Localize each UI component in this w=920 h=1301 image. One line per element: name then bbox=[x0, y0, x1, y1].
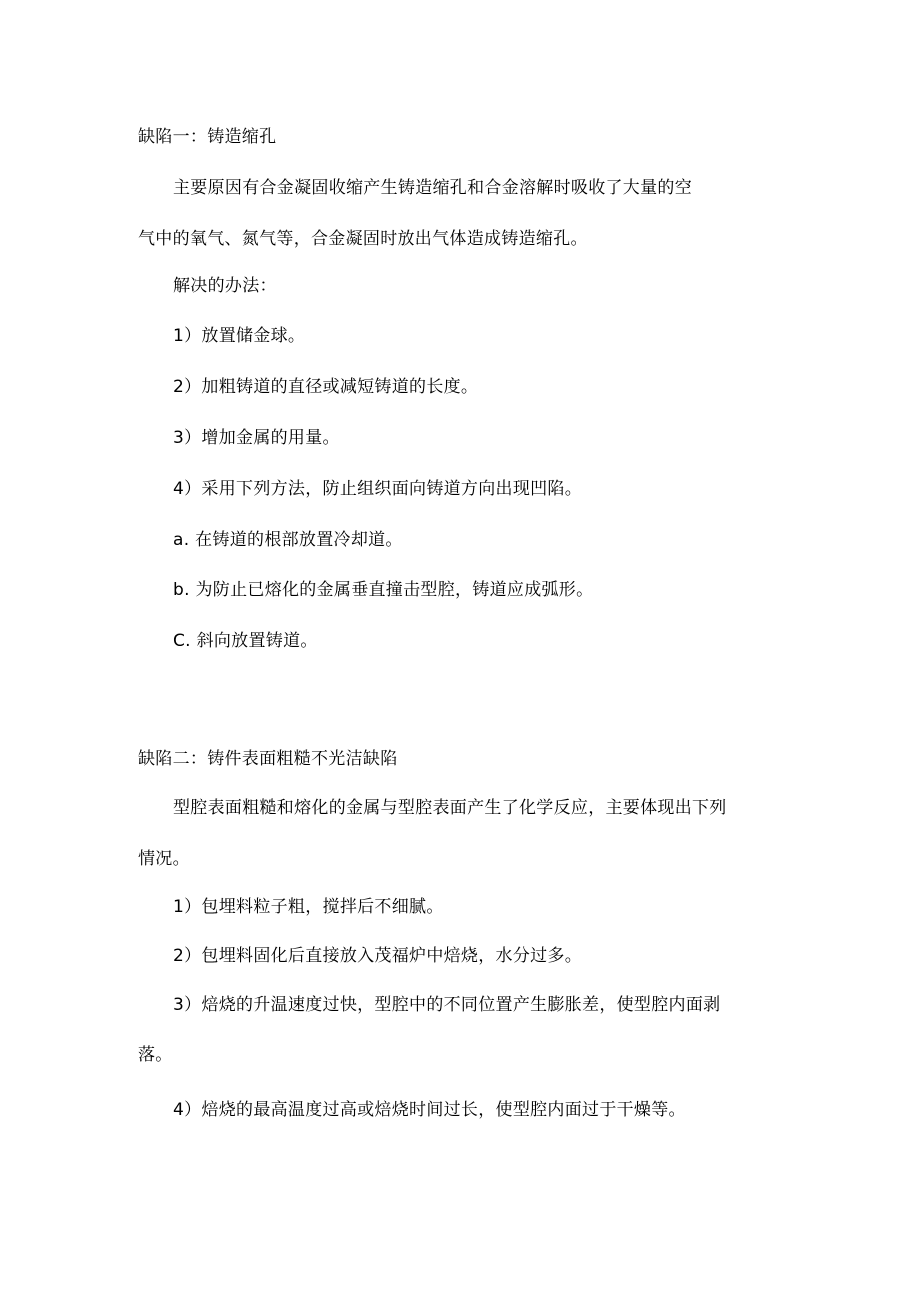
section1-cause-line2: 气中的氧气、氮气等，合金凝固时放出气体造成铸造缩孔。 bbox=[138, 229, 588, 249]
section1-cause-line1: 主要原因有合金凝固收缩产生铸造缩孔和合金溶解时吸收了大量的空 bbox=[173, 178, 692, 198]
section1-item-3: 3）增加金属的用量。 bbox=[173, 428, 340, 448]
section2-item-1: 1）包埋料粒子粗，搅拌后不细腻。 bbox=[173, 897, 444, 917]
section1-subitem-a: a. 在铸道的根部放置冷却道。 bbox=[173, 530, 403, 550]
section2-item-3: 3）焙烧的升温速度过快，型腔中的不同位置产生膨胀差，使型腔内面剥 bbox=[173, 995, 721, 1015]
section2-cause-line2: 情况。 bbox=[138, 849, 190, 869]
section2-item-4: 4）焙烧的最高温度过高或焙烧时间过长，使型腔内面过于干燥等。 bbox=[173, 1100, 686, 1120]
section1-subitem-b: b. 为防止已熔化的金属垂直撞击型腔，铸道应成弧形。 bbox=[173, 580, 594, 600]
section2-heading: 缺陷二：铸件表面粗糙不光洁缺陷 bbox=[138, 749, 398, 769]
section1-item-2: 2）加粗铸道的直径或减短铸道的长度。 bbox=[173, 377, 479, 397]
section1-item-4: 4）采用下列方法，防止组织面向铸道方向出现凹陷。 bbox=[173, 479, 583, 499]
section2-cause-line1: 型腔表面粗糙和熔化的金属与型腔表面产生了化学反应，主要体现出下列 bbox=[173, 798, 727, 818]
section1-heading: 缺陷一：铸造缩孔 bbox=[138, 127, 277, 147]
section2-item-3-continued: 落。 bbox=[138, 1045, 173, 1065]
section2-item-2: 2）包埋料固化后直接放入茂福炉中焙烧，水分过多。 bbox=[173, 946, 583, 966]
section1-subitem-c: C. 斜向放置铸道。 bbox=[173, 631, 318, 651]
section1-item-1: 1）放置储金球。 bbox=[173, 326, 306, 346]
section1-solution-label: 解决的办法： bbox=[173, 276, 277, 296]
